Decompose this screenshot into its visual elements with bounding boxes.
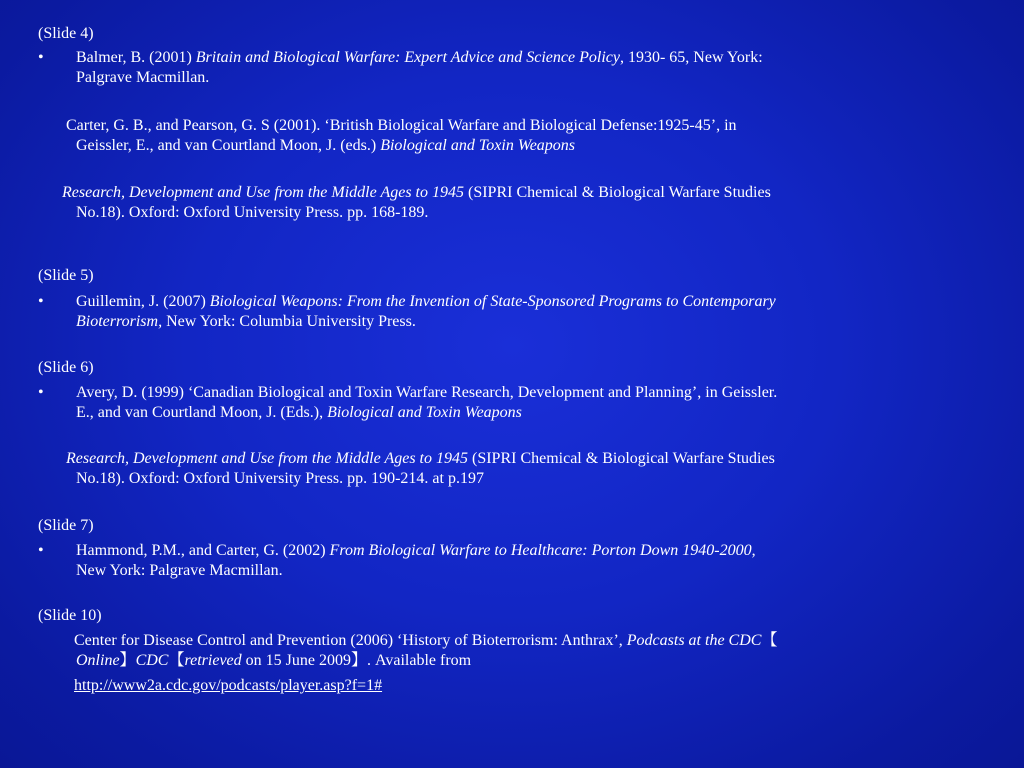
ref-cdc-line1 [74,631,777,651]
ref-research2-title: Research, Development and Use from the Middle Ages to 1945 [66,450,468,467]
slide10-heading: (Slide 10) [38,607,102,624]
ref-guillemin-author: Guillemin, J. (2007) [76,293,210,310]
ref-guillemin-line2 [76,312,416,332]
ref-cdc-plain1: Center for Disease Control and Prevention (2006) ‘History of Bioterrorism: Anthrax’, [74,632,627,649]
slide4-heading: (Slide 4) [38,25,94,42]
ref-hammond-title: From Biological Warfare to Healthcare: Porton Down 1940-2000 [329,542,752,559]
ref-avery-plain: E., and van Courtland Moon, J. (Eds.), [76,404,328,421]
ref-cdc-retrieved: retrieved [184,652,242,669]
ref-cdc-bracket3: 【 [168,652,185,669]
ref-research2-line1 [66,449,775,469]
ref-cdc-date: on 15 June 2009 [241,652,351,669]
ref-avery-book: Biological and Toxin Weapons [327,404,522,421]
ref-hammond-line1 [76,541,756,561]
ref-carter-book: Biological and Toxin Weapons [380,137,576,154]
ref-guillemin-title2: Bioterrorism, [76,313,163,330]
bullet-marker: • [38,542,44,559]
ref-hammond-line2: New York: Palgrave Macmillan. [76,562,283,579]
ref-cdc-line2 [76,651,471,671]
bullet-marker: • [38,49,44,66]
ref-research-line2: No.18). Oxford: Oxford University Press. pp. 168-189. [76,204,429,221]
ref-research-line1 [62,183,771,203]
ref-balmer-line2: Palgrave Macmillan. [76,69,210,86]
ref-cdc-online: Online [76,652,120,669]
ref-research-rest: (SIPRI Chemical & Biological Warfare Studies [463,184,771,201]
ref-balmer-title: Britain and Biological Warfare: Expert Advice and Science Policy [195,49,620,66]
ref-research2-line2: No.18). Oxford: Oxford University Press. pp. 190-214. at p.197 [76,470,484,487]
cdc-podcast-link[interactable]: http://www2a.cdc.gov/podcasts/player.asp?f=1# [74,677,383,694]
slide6-heading: (Slide 6) [38,359,94,376]
ref-cdc-url-line [74,676,382,696]
ref-hammond-author: Hammond, P.M., and Carter, G. (2002) [76,542,330,559]
ref-cdc-name: CDC [135,652,169,669]
ref-hammond-rest: , [751,542,756,559]
ref-carter-line2 [76,136,575,156]
ref-avery-line2 [76,403,522,423]
ref-research2-rest: (SIPRI Chemical & Biological Warfare Studies [467,450,775,467]
ref-balmer-line1 [76,48,763,68]
bullet-marker: • [38,293,44,310]
ref-cdc-podcasts: Podcasts at the CDC [626,632,762,649]
ref-cdc-bracket2: 】 [119,652,136,669]
ref-balmer-rest: , 1930- 65, New York: [619,49,763,66]
ref-guillemin-title: Biological Weapons: From the Invention of State-Sponsored Programs to Contemporary [209,293,776,310]
ref-carter-line1: Carter, G. B., and Pearson, G. S (2001). ‘British Biological Warfare and Biological Defense:1925-45’, in [66,117,737,134]
ref-balmer-author: Balmer, B. (2001) [76,49,196,66]
ref-avery-line1: Avery, D. (1999) ‘Canadian Biological and Toxin Warfare Research, Development and Planning’, in Geissler. [76,384,778,401]
ref-cdc-available: . Available from [366,652,472,669]
ref-carter-plain: Geissler, E., and van Courtland Moon, J. (eds.) [76,137,381,154]
ref-cdc-bracket1: 【 [761,632,778,649]
ref-guillemin-rest: New York: Columbia University Press. [162,313,416,330]
slide5-heading: (Slide 5) [38,267,94,284]
ref-cdc-bracket4: 】 [350,652,367,669]
slide7-heading: (Slide 7) [38,517,94,534]
bullet-marker: • [38,384,44,401]
ref-guillemin-line1 [76,292,776,312]
ref-research-title: Research, Development and Use from the Middle Ages to 1945 [62,184,464,201]
